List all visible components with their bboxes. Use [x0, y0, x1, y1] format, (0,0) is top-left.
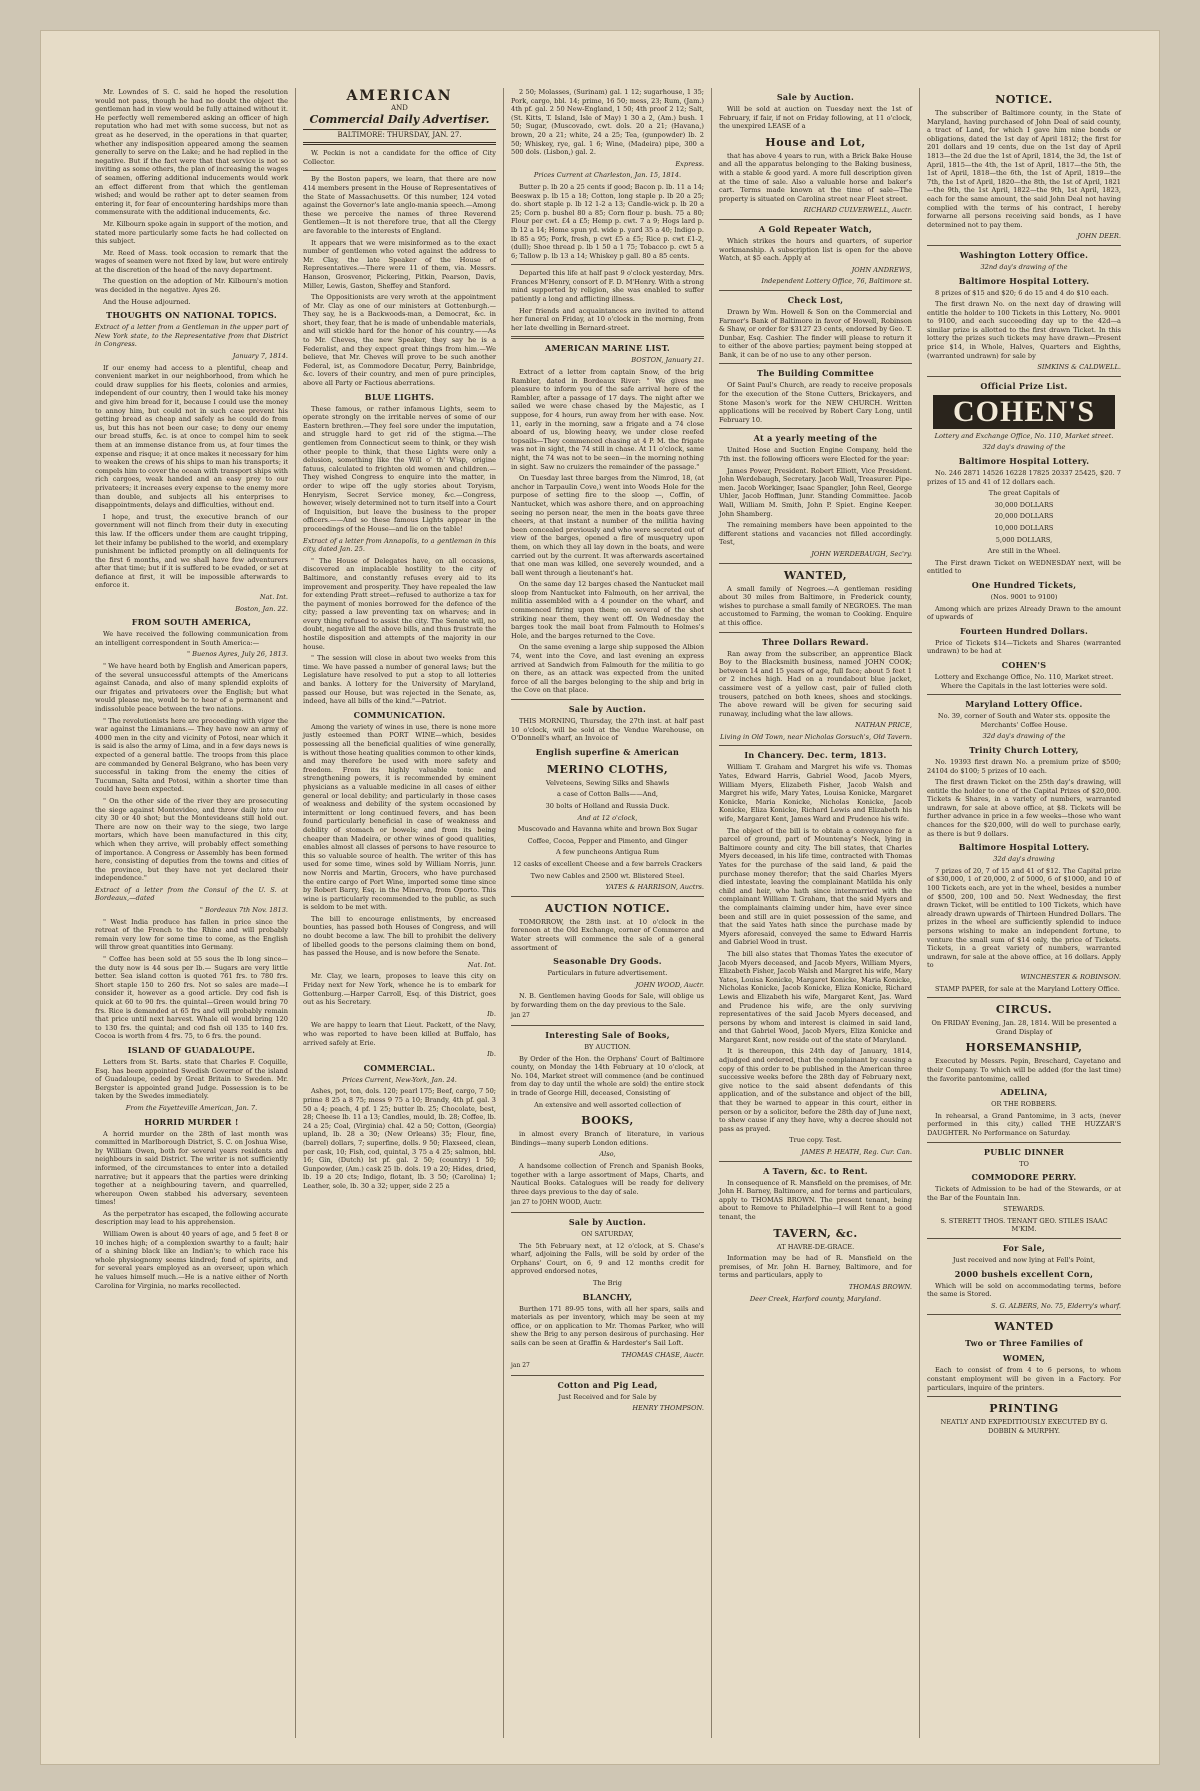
- ad-headline: At a yearly meeting of the: [753, 433, 878, 444]
- divider: [927, 1238, 1121, 1239]
- signature: JOHN WERDEBAUGH, Sec'ry.: [811, 549, 912, 558]
- ad-line: a case of Cotton Balls——And,: [556, 790, 659, 799]
- ad-paragraph: THIS MORNING, Thursday, the 27th inst. at half past 10 o'clock, will be sold at the Vendue Warehouse, on O'Donnell's wharf, an Invoice of: [511, 717, 704, 743]
- ad-headline: BLANCHY,: [582, 1291, 633, 1302]
- divider: [511, 699, 704, 700]
- ad-headline: WANTED,: [783, 568, 848, 582]
- headline-commercial: COMMERCIAL.: [363, 1062, 436, 1073]
- ad-line: 30,000 DOLLARS: [994, 500, 1054, 509]
- ad-paragraph: N. B. Gentlemen having Goods for Sale, will oblige us by forwarding them on the day previous to the Sale.: [511, 992, 704, 1009]
- ad-headline: Fourteen Hundred Dollars.: [959, 625, 1089, 636]
- divider: [719, 363, 912, 364]
- article-paragraph: Among the variety of wines in use, there is none more justly esteemed than PORT WINE—which, besides possessing all the beneficial qualities of wine generally, is without those heating qualities common to other kinds, and may therefore be used with more safety and freedom. From its highly valuable tonic and strengthening powers, it is recommended by eminent physicians as a valuable medicine in all cases of either general or local debility; and particularly in those cases of weakness and debility of the system occasioned by intermittent or long continued fevers, and has been found particularly beneficial in case of weakness and debility of stomach or bowels; and from its being cheaper than Madeira, or other wines of good qualities, enables almost all classes of persons to have resource to this so valuable source of health. The writer of this has used for some time, wines sold by William Norris, junr. now Norris and Martin, Grocers, who have purchased the entire cargo of Port Wine, imported some time since by Robert Barry, Esq. in the Minerva, from Oporto. This wine is particularly recommended to the public, as such is seldom to be met with.: [303, 722, 496, 912]
- signature: JAMES P. HEATH, Reg. Cur. Can.: [801, 1148, 912, 1156]
- dateline: " Bordeaux 7th Nov. 1813.: [199, 906, 288, 915]
- ad-headline: Three Dollars Reward.: [762, 636, 869, 647]
- ad-line: TO: [1019, 1159, 1029, 1168]
- prices-paragraph: 2 50; Molasses, (Surinam) gal. 1 12; sugarhouse, 1 35; Pork, cargo, bbl. 14; prime, 16 50; mess, 23; Rum, (Jam.) 4th pf. gal. 2 50 New-England, 1 50; 4th proof 2 12; Salt, (St. Kitts, T. Island, Isle of May) 1 30 a 2, (Am.) bush. 1 50; Sugar, (Muscovado, cwt. dols. 20 a 21; (Havana,) brown, 20 a 21; white, 24 a 25; Tea, (gunpowder) lb. 2 50; Whiskey, rye, gal. 1 6; Wine, (Madeira) pipe, 300 a 500 dols. (Lisbon,) gal. 2.: [511, 88, 704, 157]
- cohens-logo: COHEN'S: [933, 395, 1115, 429]
- ad-headline: Seasonable Dry Goods.: [553, 956, 662, 967]
- headline-thoughts: THOUGHTS ON NATIONAL TOPICS.: [106, 310, 277, 321]
- ad-paragraph: The object of the bill is to obtain a conveyance for a parcel of ground, part of Mountenay's Neck, lying in Baltimore county and city. The bill states, that Charles Myers deceased, in his life time, contracted with Thomas Yates for the purchase of the said land, & paid the purchase money therefor; that the said Charles Myers died intestate, leaving the complainant Matilda his only child and heir, who hath since intermarried with the complainant William T. Graham, that the said Myers and the complainants claiming under him, have ever since been and still are in quiet possession of the same, and that the said Yates hath since the purchase made by Myers aforesaid, conveyed the same to Edward Harris and Gabriel Wood in trust.: [719, 826, 912, 947]
- ad-headline: WANTED: [994, 1320, 1054, 1334]
- dateline: January 7, 1814.: [232, 352, 288, 361]
- ad-paragraph: William T. Graham and Margret his wife vs. Thomas Yates, Edward Harris, Gabriel Wood, Jacob Myers, William Myers, Elizabeth Fisher, Jacob Walsh and Margret his wife, Mary Yates, Louisa Konicke, Margaret Konicke, Maria Konicke, Nicholas Konicke, Jacob Konicke, Eliza Konicke, Richard Lewis and Elizabeth his wife, Margaret Kent, James Ward and Prudence his wife.: [719, 763, 912, 824]
- ad-line: Lottery and Exchange Office, No. 110, Market street. Where the Capitals in the last lotteries were sold.: [934, 672, 1114, 690]
- signature: YATES & HARRISON, Auctrs.: [605, 883, 704, 892]
- ad-paragraph: Which will be sold on accommodating terms, before the same is Stored.: [927, 1281, 1121, 1299]
- article-paragraph: " We have heard both by English and American papers, of the several unsuccessful attempts of the Americans against Canada, and also of many splendid exploits of our frigates and privateers over the English; but what would please me, would be to hear of a permanent and indissoluble peace between the two nations.: [95, 662, 288, 713]
- article-paragraph: The Oppositionists are very wroth at the appointment of Mr. Clay as one of our ministers at Gottenburgh.—They say, he is a Backwoods-man, a Democrat, &c. in short, they fear, that he is made of unbendable materials, and will stickle hard for the honor of his country.——As to Mr. Cheves, the new Speaker, they say he is a Federalist, and they expect great things from him.—We believe, that Mr. Cheves will prove to be such another Federal, ist, as Commodore Decatur, Perry, Bainbridge, &c. lovers of their country, and men of pure principles, above all Party or Factious aberrations.: [303, 293, 496, 388]
- ad-paragraph: 8 prizes of $15 and $20; 6 do 15 and 4 do $10 each.: [935, 288, 1109, 297]
- ad-headline: Official Prize List.: [980, 380, 1068, 391]
- ad-headline: ADELINA,: [1000, 1087, 1048, 1098]
- ad-headline: COMMODORE PERRY.: [971, 1172, 1077, 1183]
- ad-headline: TAVERN, &c.: [773, 1226, 858, 1240]
- ad-headline: CIRCUS.: [995, 1003, 1053, 1017]
- signature: Express.: [675, 159, 704, 168]
- article-paragraph: Departed this life at half past 9 o'clock yesterday, Mrs. Frances M'Henry, consort of F. D. M'Henry. With a strong mind supported by religion, she was enabled to suffer patiently a long and afflicting illness.: [511, 269, 704, 304]
- column-5: [920, 88, 1128, 1738]
- ad-paragraph: By Order of the Hon. the Orphans' Court of Baltimore county, on Monday the 14th February at 10 o'clock, at No. 104, Market street will commence (and be continued from day to day until the whole are sold) the entire stock in trade of George Hill, deceased, Consisting of: [511, 1054, 704, 1098]
- divider: [511, 1375, 704, 1376]
- ad-line: Just Received and for Sale by: [558, 1392, 657, 1401]
- divider: [511, 1212, 704, 1213]
- headline-communication: COMMUNICATION.: [353, 709, 446, 720]
- columns: [88, 88, 1128, 1738]
- article-paragraph: W. Peckin is not a candidate for the office of City Collector.: [303, 149, 496, 166]
- ad-paragraph: Which strikes the hours and quarters, of superior workmanship. A subscription list is open for the above Watch, at $5 each. Apply at: [719, 236, 912, 263]
- article-paragraph: On Tuesday last three barges from the Nimrod, 18, (at anchor in Tarpaulin Cove,) went into Woods Hole for the purpose of setting fire to the sloop —, Coffin, of Nantucket, which was ashore there, and on approaching seeing no person near, the men in the boats gave three cheers, at that instant a number of the militia having been concealed previously and who were secreted out of view of the barges, opened a fire of musquetry upon them, on which they all lay down in the boats, and were carried out by the current. It was afterwards ascertained that one man was killed, one severely wounded, and a ball went through a lieutenant's hat.: [511, 474, 704, 577]
- extract-intro: Extract of a letter from Annapolis, to a gentleman in this city, dated Jan. 25.: [303, 536, 496, 554]
- prices-heading: Prices Current at Charleston, Jan. 15, 1814.: [533, 171, 682, 180]
- article-paragraph: I hope, and trust, the executive branch of our government will not flinch from their duty in executing this law. If the officers under them are caught tripping, let their infamy be published to the world, and exemplary punishment be inflicted promptly on all delinquents for the first 6 months, and we shall have few adventurers after that time; but if it is suffered to be evaded, or set at defiance at first, it will be impossible afterwards to enforce it.: [95, 512, 288, 590]
- ad-paragraph: The 5th February next, at 12 o'clock, at S. Chase's wharf, adjoining the Falls, will be sold by order of the Orphans' Court, on 6, 9 and 12 months credit for approved endorsed notes,: [511, 1241, 704, 1276]
- ad-line: Particulars in future advertisement.: [547, 969, 668, 978]
- ad-line: S. STERETT THOS. TENANT GEO. STILES ISAAC M'KIM.: [940, 1216, 1108, 1234]
- ad-paragraph: United Hose and Suction Engine Company, held the 7th inst. the following officers were Elected for the year:: [719, 446, 912, 464]
- ad-headline: BOOKS,: [581, 1114, 634, 1128]
- ad-line: 32nd day's drawing of the: [980, 262, 1068, 271]
- ad-line: True copy. Test.: [789, 1136, 842, 1145]
- article-paragraph: William Owen is about 40 years of age, and 5 feet 8 or 10 inches high; of a complexion swarthy to a fault; hair of a shining black like an Indian's; to which race his whole physiognomy seems kindred; fond of spirits, and for several years employed as an overseer, upon which he values himself much.—He is a native either of North Carolina for Virginia, no marks recollected.: [95, 1230, 288, 1290]
- signature: JOHN DEER.: [1077, 232, 1121, 241]
- ad-line: And at 12 o'clock,: [577, 813, 638, 822]
- ad-line: Two new Cables and 2500 wt. Blistered Steel.: [530, 871, 685, 880]
- signature: THOMAS CHASE, Auctr.: [621, 1350, 704, 1359]
- headline-marine-list: AMERICAN MARINE LIST.: [544, 343, 671, 354]
- prices-paragraph: Butter p. lb 20 a 25 cents if good; Bacon p. lb. 11 a 14; Beeswax p. lb 15 a 18; Cotton, long staple p. lb 20 a 25; do. short staple p. lb 12 1-2 a 13; Candle-wick p. lb 20 a 25; Corn p. bushel 80 a 85; Corn flour p. bush. 75 a 80; Flour per cwt. £4 a £5; Hemp p. cwt. 7 a 9; Hogs lard p. lb 12 a 14; Home spun yd. wide p. yard 35 a 40; Indigo p. lb 85 a 95; Pork, fresh, p cwt £5 a £5; Rice p. cwt £1-2, (dull); Shoe thread p. lb 1 50 a 1 75; Tobacco p. cwt 5 a 6; Tallow p. lb 13 a 14; Whiskey p gall. 80 a 85 cents.: [511, 182, 704, 260]
- ad-paragraph: The first drawn No. on the next day of drawing will entitle the holder to 100 Tickets in this Lottery, No. 9001 to 9100, and each succeeding day up to the 42d—a similar prize is allotted to the first drawn Ticket. In this lottery the prizes such tickets may have drawn—Present price $14, in Whole, Halves, Quarters and Eighths, (warranted undrawn) for sale by: [927, 300, 1121, 360]
- article-paragraph: " The session will close in about two weeks from this time. We have passed a number of general laws; but the Legislature have resolved to put a stop to all lotteries and banks. A lottery for the University of Maryland, passed our House, but was rejected in the Senate, as, indeed, have all bills of the kind."—Patriot.: [303, 654, 496, 706]
- ad-headline: HORSEMANSHIP,: [965, 1041, 1083, 1055]
- dateline: " Buenos Ayres, July 26, 1813.: [187, 650, 288, 659]
- ad-headline: MERINO CLOTHS,: [546, 762, 669, 776]
- article-paragraph: And the House adjourned.: [103, 297, 191, 306]
- ad-headline: House and Lot,: [765, 135, 866, 149]
- divider: [511, 336, 704, 339]
- signature: JOHN WOOD, Auctr.: [635, 980, 704, 989]
- ad-line: OR THE ROBBERS.: [991, 1100, 1057, 1109]
- masthead-title: AMERICAN: [346, 88, 453, 104]
- ad-headline: Baltimore Hospital Lottery.: [958, 275, 1090, 286]
- column-3: [504, 88, 712, 1738]
- ad-paragraph: The remaining members have been appointed to the different stations and vacancies not filled accordingly. Test,: [719, 521, 912, 547]
- ad-paragraph: TOMORROW, the 28th inst. at 10 o'clock in the forenoon at the Old Exchange, corner of Commerce and Water streets will commence the sale of a general assortment of: [511, 917, 704, 952]
- ad-headline: The Building Committee: [757, 368, 874, 379]
- ad-paragraph: Among which are prizes Already Drawn to the amount of upwards of: [927, 604, 1121, 622]
- ad-headline: Baltimore Hospital Lottery.: [958, 842, 1090, 853]
- divider: [511, 896, 704, 897]
- headline-south-america: FROM SOUTH AMERICA,: [131, 617, 252, 628]
- ad-line: 5,000 DOLLARS,: [995, 535, 1053, 544]
- article-paragraph: Her friends and acquaintances are invited to attend her funeral on Friday, at 10 o'clock in the morning, from her late dwelling in Bernard-street.: [511, 306, 704, 332]
- divider: [719, 219, 912, 220]
- ad-line: 32d day's drawing of the: [982, 732, 1066, 741]
- divider: [719, 1161, 912, 1162]
- signature: S. G. ALBERS, No. 75, Elderry's wharf.: [991, 1301, 1121, 1310]
- divider: [719, 563, 912, 564]
- ad-headline: WOMEN,: [1002, 1353, 1046, 1364]
- signature: JOHN ANDREWS,: [851, 265, 912, 274]
- ad-paragraph: Burthen 171 89-95 tons, with all her spars, sails and materials as per inventory, which may be seen at my office, or on application to Mr. Thomas Parker, who will shew the Brig to any person desirous of purchasing. Her sails can be seen at Graffin & Hardester's Sail Loft.: [511, 1304, 704, 1347]
- article-paragraph: It appears that we were misinformed as to the exact number of gentlemen who voted against the address to Mr. Clay, the late Speaker of the House of Representatives.—There were 11 of them, via. Messrs. Hanson, Grosvenor, Pickering, Pitkin, Pearson, Davis, Miller, Lewis, Gaston, Sheffey and Stanford.: [303, 238, 496, 290]
- ad-line: STEWARDS.: [1003, 1205, 1045, 1214]
- ad-line: NEATLY AND EXPEDITIOUSLY EXECUTED BY G. DOBBIN & MURPHY.: [940, 1418, 1108, 1435]
- ad-line: An extensive and well assorted collection of: [534, 1100, 681, 1109]
- ad-line: Muscovado and Havanna white and brown Box Sugar: [517, 825, 698, 834]
- ad-paragraph: It is thereupon, this 24th day of January, 1814, adjudged and ordered, that the complainant by causing a copy of this order to be published in the American three successive weeks before the 28th day of February next, give notice to the said absent defendants of this application, and of the substance and object of the bill, that they be warned to appear in this court, either in person or by a solicitor, before the 28th day of June next, to shew cause if any they have, why a decree should not pass as prayed.: [719, 1047, 912, 1133]
- article-paragraph: The question on the adoption of Mr. Kilbourn's motion was decided in the negative. Ayes 26.: [95, 277, 288, 295]
- signature: WINCHESTER & ROBINSON.: [1020, 972, 1121, 981]
- newspaper-page: [40, 30, 1160, 1765]
- ad-paragraph: Ran away from the subscriber, an apprentice Black Boy to the Blacksmith business, named JOHN COOK; between 14 and 15 years of age, full face; about 5 feet 1 or 2 inches high. Had on a roundabout blue jacket, cassimere vest of a yellow cast, pair of fulled cloth trousers, patched on both knees, shoes and stockings. The above reward will be given for securing said runaway, including what the law allows.: [719, 649, 912, 718]
- ad-paragraph: The first drawn Ticket on the 25th day's drawing, will entitle the holder to one of the Capital Prizes of $20,000. Tickets & Shares, in a variety of numbers, warranted undrawn, for sale at above office, at $8. Tickets will be further advance in price in a few weeks—those who want chances for the $20,000, will do well to purchase early, as there is but 9 dollars.: [927, 778, 1121, 838]
- ad-paragraph: No. 246 2871 14526 16228 17825 20337 25425, $20. 7 prizes of 15 and 41 of 12 dollars each.: [927, 469, 1121, 486]
- ad-headline: English superfine & American: [535, 746, 680, 757]
- ad-headline: For Sale,: [1002, 1243, 1046, 1254]
- article-paragraph: Letters from St. Barts. state that Charles F. Coquille, Esq. has been appointed Swedish Governor of the island of Guadaloupe, ceded by Great Britain to Sweden. Mr. Bergster is appointed grand Judge. Possession is to be taken by the Swedes immediately.: [95, 1057, 288, 1101]
- ad-paragraph: Tickets of Admission to be had of the Stewards, or at the Bar of the Fountain Inn.: [927, 1185, 1121, 1202]
- divider: [511, 264, 704, 265]
- ad-line: Living in Old Town, near Nicholas Gorsuch's, Old Tavern.: [720, 732, 912, 741]
- signature: HENRY THOMPSON.: [632, 1404, 704, 1413]
- divider: [511, 1025, 704, 1026]
- column-2: [296, 88, 504, 1738]
- ad-line: Deer Creek, Harford county, Maryland.: [749, 1294, 882, 1303]
- article-paragraph: These famous, or rather infamous Lights, seem to operate strongly on the irritable nerves of some of our Eastern brethren.—They feel sore under the imputation, and struggle hard to get rid of the stigma.—The gentlemen from Connecticut seem to think, or they wish other people to think, that these Lights were only a delusion, something like the Will o' th' Wisp, origine fatuus, calculated to frighten old women and children.—They wished Congress to enquire into the matter, in order to wipe off the ugly stories about Toryism, Henryism, Secret Service money, &c.—Congress, however, wisely determined not to turn itself into a Court of Inquisition, but leave the business to the proper officers.——And so these famous Lights appear in the proceedings of the House—and lie on the table!: [303, 404, 496, 533]
- source-line: From the Fayetteville American, Jan. 7.: [125, 1103, 258, 1112]
- divider: [927, 376, 1121, 377]
- ad-line: Just received and now lying at Fell's Point,: [952, 1256, 1096, 1265]
- ad-paragraph: James Power, President. Robert Elliott, Vice President. John Werdebaugh, Secretary. Jacob Wall, Treasurer. Pipe-men. Jacob Workinger, Isaac Spangler, John Reel, George Uhler, Jacob Hoffman, Junr. Standing Committee. Jacob Wall, William M. Smith, John P. Spiet. Engine Keeper. John Shamberg.: [719, 466, 912, 518]
- ad-paragraph: Price of Tickets $14—Tickets and Shares (warranted undrawn) to be had at: [927, 638, 1121, 656]
- ad-headline: Baltimore Hospital Lottery.: [958, 456, 1090, 467]
- ad-line: BY AUCTION.: [584, 1043, 631, 1052]
- ad-headline: Washington Lottery Office.: [959, 249, 1089, 260]
- dateline: Boston, Jan. 22.: [235, 604, 288, 613]
- article-paragraph: We are happy to learn that Lieut. Packett, of the Navy, who was reported to have been killed at Buffalo, has arrived safely at Erie.: [303, 1021, 496, 1047]
- ad-paragraph: A small family of Negroes.—A gentleman residing about 30 miles from Baltimore, in Frederick county, wishes to purchase a small family of NEGROES. The man accustomed to Farming, the woman to Cooking. Enquire at this office.: [719, 584, 912, 627]
- article-paragraph: Extract of a letter from captain Snow, of the brig Rambler, dated in Bordeaux River: " We gives me pleasure to inform you of the safe arrival here of the Rambler, after a passage of 17 days. The night after we sailed we were chase chased by the Majestic, as I suppose, for 4 hours, run away from her with ease. Nov. 11, early in the morning, saw a frigate and a 74 close aboard of us, blowing heavy, we under close reefed topsails—They commenced chasing at 4 P. M. the frigate was not in sight, the 74 still in chase. At 11 o'clock, same night, the 74 was not to be seen—in the morning nothing in sight. Saw no cruizers the remainder of the passage.": [511, 368, 704, 471]
- ad-headline: Maryland Lottery Office.: [965, 699, 1083, 710]
- ad-headline: Cotton and Pig Lead,: [557, 1379, 658, 1390]
- article-paragraph: On the same evening a large ship supposed the Albion 74, went into the Cove, and last evening an express arrived at Sandwich from Falmouth for the militia to go on there, as an attack was expected from the united force of all the barges belonging to the ship and brig in the Cove on that place.: [511, 643, 704, 695]
- ad-line: 10,000 DOLLARS: [994, 524, 1054, 532]
- ad-line: A few puncheons Antigua Rum: [556, 848, 659, 857]
- ad-date: jan 27 to JOHN WOOD, Auctr.: [511, 1199, 602, 1207]
- ad-headline: A Tavern, &c. to Rent.: [763, 1165, 868, 1176]
- article-paragraph: We have received the following communication from an intelligent correspondent in South America:—: [95, 630, 288, 647]
- ad-headline: 2000 bushels excellent Corn,: [954, 1268, 1094, 1279]
- ad-headline: A Gold Repeater Watch,: [758, 223, 873, 234]
- ad-headline: In Chancery. Dec. term, 1813.: [744, 750, 887, 761]
- ad-paragraph: Executed by Messrs. Pepin, Breschard, Cayetano and their Company. To which will be added (for the last time) the favorite pantomime, called: [927, 1057, 1121, 1083]
- ad-paragraph: 7 prizes of 20, 7 of 15 and 41 of $12. The Capital prize of $30,000, 1 of 20,000, 2 of 5000, 6 of $1000, and 10 of 100 Tickets each, are yet in the wheel, besides a number of $500, 200, 100 and 50. Next Wednesday, the first drawn Ticket, will be entitled to 100 Tickets, which have already drawn upwards of Thirteen Hundred Dollars. The prizes in the wheel are sufficiently splendid to induce persons wishing to make an independent fortune, to venture the small sum of $14 only, the price of Tickets. Tickets, in a great variety of numbers, warranted undrawn, for sale at the above office, at 16 dollars. Apply to: [927, 866, 1121, 970]
- divider: [927, 1314, 1121, 1315]
- ad-headline: Check Lost,: [787, 294, 844, 305]
- ad-paragraph: Of Saint Paul's Church, are ready to receive proposals for the execution of the Stone Cutters, Brickayers, and Stone Mason's work for the NEW CHURCH. Written applications will be received by Robert Cary Long, until February 10.: [719, 381, 912, 424]
- headline-horrid-murder: HORRID MURDER !: [144, 1116, 239, 1127]
- ad-paragraph: The First drawn Ticket on WEDNESDAY next, will be entitled to: [927, 558, 1121, 576]
- ad-headline: COHEN'S: [1001, 659, 1047, 670]
- signature: Nat. Int.: [259, 593, 288, 602]
- divider: [927, 1396, 1121, 1397]
- ad-line: 32d day's drawing of the: [982, 443, 1066, 452]
- article-paragraph: " West India produce has fallen in price since the retreat of the French to the Rhine and will probably remain very low for some time to come, as the English will throw great quantities into Germany.: [95, 917, 288, 952]
- divider: [303, 170, 496, 171]
- ad-paragraph: STAMP PAPER, for sale at the Maryland Lottery Office.: [935, 984, 1120, 993]
- ad-line: ON SATURDAY,: [581, 1229, 634, 1238]
- article-paragraph: " Coffee has been sold at 55 sous the lb long since—the duty now is 44 sous per lb.— Sugars are very little better. Sea island cotton is quoted 761 frs. to 780 frs. Short staple 150 to 260 frs. Not so sales are made—I consider it, however as a good article. Dry cod fish is quick at 60 to 90 frs. the quintal—Green would bring 70 frs. Rice is demanded at 65 frs and will probably remain that price until next harvest. Whale oil would bring 120 to 130 frs. the quintal; and cod fish oil 135 to 140 frs. Cocoa is worth from 4 frs. 75, to 6 frs. the pound.: [95, 955, 288, 1041]
- ad-headline: Trinity Church Lottery,: [969, 744, 1079, 755]
- ad-headline: Sale by Auction.: [568, 1216, 647, 1227]
- ad-paragraph: Will be sold at auction on Tuesday next the 1st of February, if fair, if not on Friday following, at 11 o'clock, the unexpired LEASE of a: [719, 105, 912, 131]
- article-paragraph: If our enemy had access to a plentiful, cheap and convenient market in our neighborhood, from which he could draw supplies for his fleets, colonies and armies, independent of our country, then I would take his money and give him bread for it, because I could use the money to annoy him, but could not in such case prevent his getting bread as cheap and safely as he could do from us, but this has not been our case; to deny our enemy our bread stuffs, &c. is at once to compel him to seek them at an immense distance from us, at four times the expense and risque; it at once makes it necessary for him to weaken the crews of his ships to man his transports; it compels him to cover the ocean with transport ships with rich cargoes, weak handed and an easy prey to our privateers; it increases every expense to the enemy more than double, and subjects all his enterprises to disappointments, delays and difficulties, without end.: [95, 363, 288, 510]
- article-paragraph: As the perpetrator has escaped, the following accurate description may lead to his apprehension.: [95, 1209, 288, 1227]
- signature: Ib.: [487, 1009, 496, 1018]
- ad-paragraph: Information may be had of R. Mansfield on the premises, of Mr. John H. Barney, Baltimore, and for terms and particulars, apply to: [719, 1254, 912, 1280]
- article-paragraph: Mr. Lowndes of S. C. said he hoped the resolution would not pass, though he had no doubt the object the gentleman had in view would be fully attained without it. He perfectly well remembered asking an officer of high reputation who had met with some success, but not as great as he deserved, in the operations in that quarter, whether any indisposition appeared among the seamen generally to serve on the Lake; and he had replied in the negative. But if the fact were that that service is not so inviting as some others, the plan of increasing the wages of seamen, offering additional inducements would work an effect different from that which the gentleman wished; and would be rather apt to deter seamen from entering it, for fear of encountering hardships more than commensurate with the additional inducements, &c.: [95, 88, 288, 217]
- signature: THOMAS BROWN.: [848, 1282, 912, 1291]
- article-paragraph: A horrid murder on the 28th of last month was committed in Marlborough District, S. C. on Joshua Wise, by William Owen, both for several years residents and neighbours in said District. The writer is not sufficiently informed, of the circumstances to enter into a detailed narrative; but it appears that the parties were drinking together at a neighbouring tavern, and quarrelled, whereupon Owen stabbed his adversary, seventeen times!: [95, 1129, 288, 1207]
- divider: [927, 1142, 1121, 1143]
- article-paragraph: " On the other side of the river they are prosecuting the siege against Montevideo, and throw daily into our city 30 or 40 shot; but the Montevideans still hold out. There are now on their way to the siege, two large mortars, which have been manufactured in this city, which when they arrive, will probably effect something of importance. A Congress or Assembly has been formed here, consisting of deputies from the towns and cities of the province, but they have not yet declared their independence.": [95, 796, 288, 883]
- ad-headline: PRINTING: [989, 1402, 1059, 1416]
- signature: Nat. Int.: [467, 960, 496, 969]
- divider: [719, 290, 912, 291]
- ad-line: (Nos. 9001 to 9100): [990, 592, 1058, 601]
- ad-line: Velveteens, Sewing Silks and Shawls: [545, 778, 670, 787]
- divider: [927, 997, 1121, 998]
- signature: RICHARD CULVERWELL, Auctr.: [803, 206, 912, 215]
- masthead-date: BALTIMORE: THURSDAY, JAN. 27.: [303, 129, 496, 140]
- headline-blue-lights: BLUE LIGHTS.: [364, 391, 435, 402]
- masthead: [303, 88, 496, 145]
- headline-guadaloupe: ISLAND OF GUADALOUPE.: [127, 1044, 256, 1055]
- extract-intro: Extract of a letter from a Gentleman in the upper part of New York state, to the Representative from that District in Congress.: [95, 323, 288, 349]
- article-paragraph: By the Boston papers, we learn, that there are now 414 members present in the House of Representatives of the State of Massachusetts. Of this number, 124 voted against the Governor's late anglo-mania speech.—Among these we perceive the names of three Reverend Gentlemen—It is not therefore true, that all the Clergy are favorable to the interests of England.: [303, 175, 496, 235]
- ad-line: AT HAVRE-DE-GRACE.: [776, 1242, 855, 1251]
- prices-paragraph: Ashes, pot, ton, dols. 120; pearl 175; Beef, cargo, 7 50; prime 8 25 a 8 75; mess 9 75 a 10; Brandy, 4th pf. gal. 3 50 a 4; peach, 4 pf. 1 25; butter lb. 25; Chocolate, best, 28; Cheese lb. 11 a 13; Candles, mould, lb. 28; Coffee, lb. 24 a 25; Coal, (Virginia) chal. 42 a 50; Cotton, (Georgia) upland, lb. 28 a 30; (New Orleans) 35; Flour, fine, (barrel) dollars, 7; superfine, dolls. 9 50; Flaxseed, clean, per cask, 10; Fish, cod, quintal, 3 75 a 4 25; salmon, bbl. 16; Gin, (Dutch) lst pf. gal. 2 50; (country) 1 50; Gunpowder, (Am.) cask 25 lb. dols. 19 a 20; Hides, dried, lb. 19 a 20 cts; Indigo, flotant, lb. 3 50; (Carolina) 1; Leather, sole, lb. 30 a 32; upper, side 2 25 a: [303, 1087, 496, 1190]
- divider: [927, 694, 1121, 695]
- ad-paragraph: In consequence of R. Mansfield on the premises, of Mr. John H. Barney, Baltimore, and for terms and particulars, apply to THOMAS BROWN. The present tenant, being about to Remove to Philadelphia—I will Rent to a good tenant, the: [719, 1178, 912, 1221]
- ad-line: Lottery and Exchange Office, No. 110, Market street.: [934, 431, 1114, 440]
- article-paragraph: Mr. Kilbourn spoke again in support of the motion, and stated more particularly some facts he had collected on this subject.: [95, 219, 288, 246]
- divider: [719, 632, 912, 633]
- divider: [719, 428, 912, 429]
- ad-line: Independent Lottery Office, 76, Baltimore st.: [761, 277, 912, 286]
- ad-line: On FRIDAY Evening, Jan. 28, 1814. Will be presented a Grand Display of: [931, 1019, 1117, 1036]
- ad-headline: Two or Three Families of: [965, 1338, 1083, 1349]
- ad-headline: Sale by Auction.: [776, 92, 855, 102]
- article-paragraph: On the same day 12 barges chased the Nantucket mail sloop from Nantucket into Falmouth, on her arrival, the militia assembled with a 4 pounder on the wharf, and commenced firing upon them; on several of the shot striking near them, they went off. On Wednesday the barges took the mail boat from Falmouth to Holmes's Hole, and the barges returned to the Cove.: [511, 580, 704, 640]
- signature: SIMKINS & CALDWELL.: [1037, 363, 1121, 372]
- ad-paragraph: The subscriber of Baltimore county, in the State of Maryland, having purchased of John Deal of said county, a tract of Land, for which I gave him nine bonds or obligations, dated the 1st day of April 1812; the first for 201 dollars and 19 cents, due on the 1st day of April 1813—the 2d due the 1st of April, 1814, the 3d, the 1st of April, 1815—the 4th, the 1st of April, 1817—the 5th, the 1st of April, 1818—the 6th, the 1st of April, 1819—the 7th, the 1st of April, 1820—the 8th, the 1st of April, 1821—the 9th, the 1st April, 1822—the 9th, 1st April, 1823, each for the same amount, the said John Deal not having complied with the terms of his contract, I hereby forwarne all persons receiving said bonds, as I have determined not to pay them.: [927, 109, 1121, 229]
- article-paragraph: Mr. Clay, we learn, proposes to leave this city on Friday next for New York, whence he is to embark for Gottenburg.—Harper Carroll, Esq. of this District, goes out as his Secretary.: [303, 972, 496, 1007]
- ad-paragraph: In rehearsal, a Grand Pantomime, in 3 acts, (never performed in this city,) called THE HUZZAR'S DAUGHTER. No Performance on Saturday.: [927, 1111, 1121, 1137]
- ad-headline: Interesting Sale of Books,: [545, 1030, 670, 1041]
- column-4: [712, 88, 920, 1738]
- masthead-and: AND: [391, 104, 408, 112]
- article-paragraph: " The revolutionists here are proceeding with vigor the war against the Limanians.— They have now an army of 4000 men in the city and vicinity of Potosi, near which it is said is also the army of Lima, and in a few days news is expected of a general battle. The troops from this place are commanded by General Belgrano, who has been very successful in taking from the enemy the cities of Tucuman, Salta and Potosi, within a shorter time than could have been expected.: [95, 716, 289, 794]
- article-paragraph: Mr. Reed of Mass. took occasion to remark that the wages of seamen were not fixed by law, but were entirely at the discretion of the head of the navy department.: [95, 248, 288, 274]
- ad-paragraph: No. 19393 first drawn No. a premium prize of $500; 24104 do $100; 5 prizes of 10 each.: [927, 757, 1121, 775]
- ad-paragraph: that has above 4 years to run, with a Brick Bake House and all the apparatus belonging to the Baking business, with a stable & good yard. A more full description given at the time of sale. Also a valuable horse and baker's cart. Terms made known at the time of sale—The property is situated on Carolina street near Fleet street.: [719, 151, 912, 203]
- ad-line: The Brig: [593, 1278, 622, 1287]
- ad-line: The great Capitals of: [988, 489, 1060, 498]
- ad-date: jan 27: [511, 1362, 530, 1370]
- signature: Ib.: [487, 1050, 496, 1059]
- ad-headline: Sale by Auction.: [568, 704, 647, 714]
- ad-headline: One Hundred Tickets,: [971, 579, 1077, 590]
- ad-paragraph: A handsome collection of French and Spanish Books, together with a large assortment of Maps, Charts, and Nautical Books. Catalogues will be ready for delivery three days previous to the day of sale.: [511, 1162, 704, 1196]
- ad-line: 30 bolts of Holland and Russia Duck.: [545, 801, 670, 810]
- article-paragraph: The bill to encourage enlistments, by encreased bounties, has passed both Houses of Congress, and will no doubt become a law. The bill to prohibit the delivery of libelled goods to the persons claiming them on bond, has passed the House, and is now before the Senate.: [303, 914, 496, 958]
- extract-intro: Extract of a letter from the Consul of the U. S. at Bordeaux,—dated: [95, 885, 288, 903]
- masthead-subtitle: Commercial Daily Advertiser.: [309, 112, 490, 126]
- ad-headline: PUBLIC DINNER: [983, 1146, 1065, 1157]
- column-1: [88, 88, 296, 1738]
- ad-paragraph: in almost every Branch of literature, in various Bindings—many superb London editions.: [511, 1130, 704, 1147]
- divider: [719, 745, 912, 746]
- ad-headline: AUCTION NOTICE.: [544, 901, 671, 915]
- divider: [927, 245, 1121, 246]
- ad-paragraph: Each to consist of from 4 to 6 persons, to whom constant employment will be given in a Factory. For particulars, inquire of the printers.: [927, 1366, 1121, 1392]
- article-paragraph: " The House of Delegates have, on all occasions, discovered an implacable hostility to the city of Baltimore, and constantly refuses every aid to its improvement and prosperity. They have repealed the law for extending Pratt street—refused to authorize a tax for the payment of monies borrowed for the defence of the city; passed a law preventing tax on wharves; and in every thing refused to assist the city. The Senate will, no doubt, negative all the above bills, and thus frustrate the hostile disposition and attempts of the majority in our house.: [303, 556, 496, 651]
- ad-line: Are still in the Wheel.: [987, 547, 1061, 556]
- ad-paragraph: The bill also states that Thomas Yates the executor of Jacob Myers deceased, and Jacob Myers, William Myers, Elizabeth Fisher, Jacob Walsh and Margret his wife, Mary Yates, Louisa Konicke, Margaret Konicke, Maria Konicke, Nicholas Konicke, Jacob Konicke, Eliza Konicke, Richard Lewis and Elizabeth his wife, Margaret Kent, Jas. Ward and Prudence his wife, are the only surviving representatives of the said Jacob Myers deceased, and persons by whom and interest is claimed in said land, and that Gabriel Wood, Jacob Myers, Eliza Konicke and Margaret Kent, now reside out of the state of Maryland.: [719, 949, 912, 1044]
- ad-paragraph: Drawn by Wm. Howell & Son on the Commercial and Farmer's Bank of Baltimore in favor of Howell, Robinson & Shaw, or order for $3127 23 cents, endorsed by Geo. T. Dunbar, Esq. Cashier. The finder will please to return it to either of the above parties; payment being stopped at Bank, it can be of no use to any other person.: [719, 307, 912, 359]
- ad-date: jan 27: [511, 1012, 530, 1020]
- prices-heading: Prices Current, New-York, Jan. 24.: [342, 1075, 457, 1084]
- ad-line: Coffee, Cocoa, Pepper and Pimento, and Ginger: [527, 836, 688, 845]
- dateline: BOSTON, January 21.: [631, 356, 704, 365]
- ad-line: 32d day's drawing: [993, 855, 1055, 864]
- ad-line: 12 casks of excellent Cheese and a few barrels Crackers: [512, 859, 703, 868]
- ad-line: Also,: [599, 1150, 616, 1159]
- ad-headline: NOTICE.: [995, 93, 1053, 106]
- signature: NATHAN PRICE,: [855, 721, 912, 730]
- ad-line: 20,000 DOLLARS: [994, 512, 1054, 521]
- ad-line: No. 39, corner of South and Water sts. opposite the Merchants' Coffee House.: [937, 712, 1111, 729]
